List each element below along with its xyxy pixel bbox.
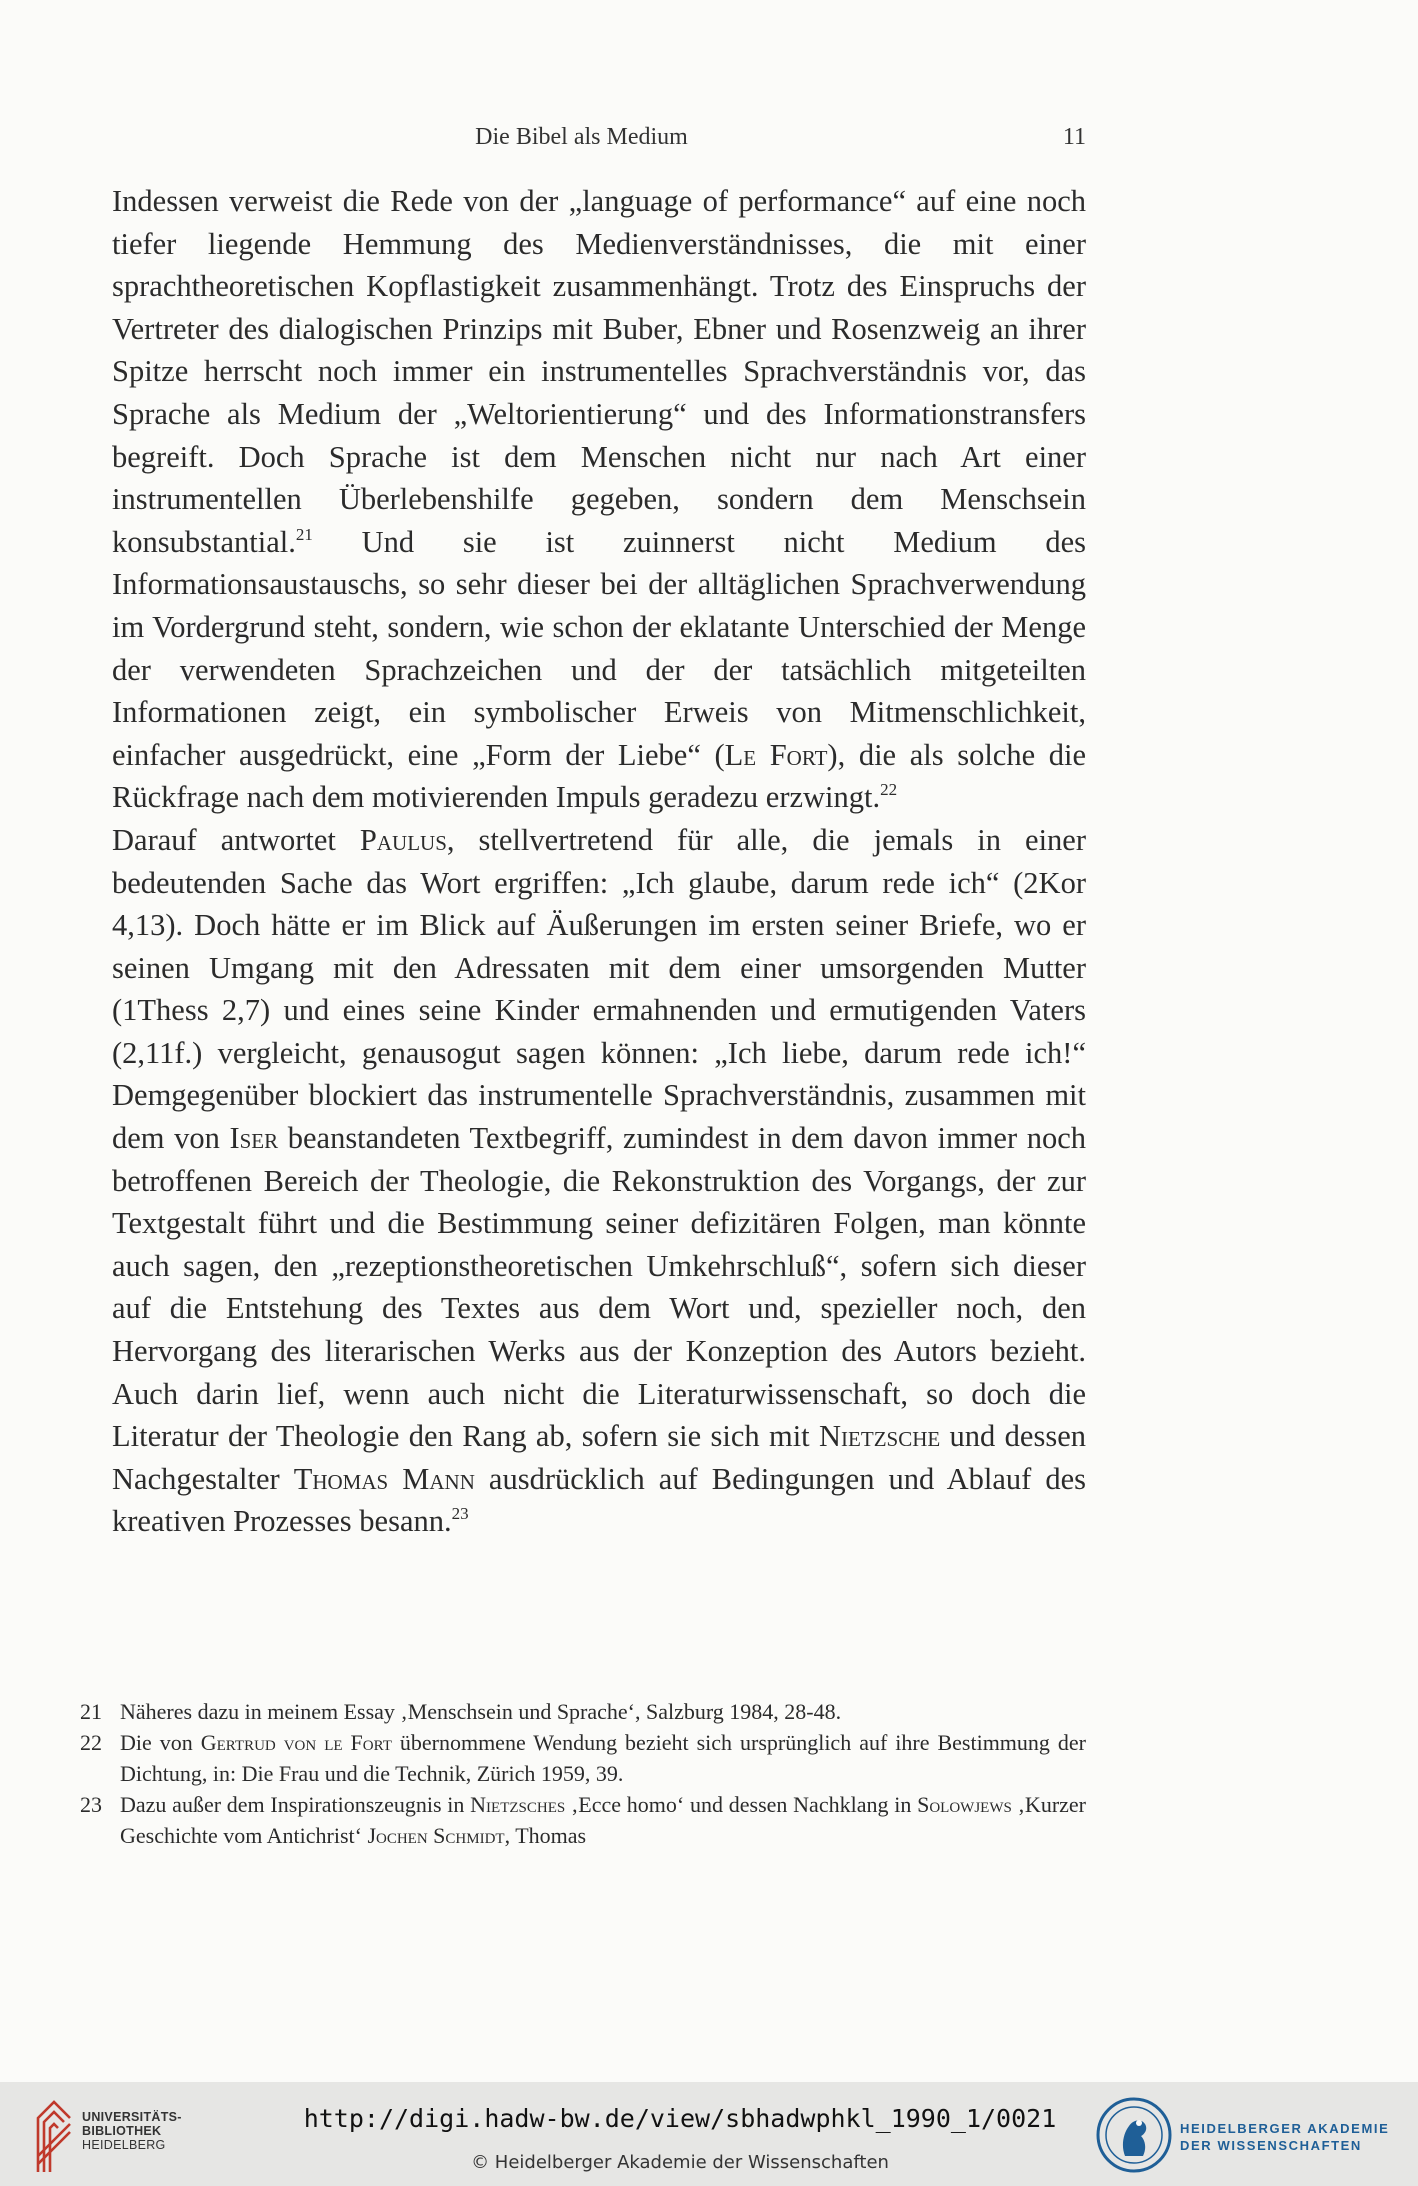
text-run: ‚Ecce homo‘ und dessen Nachklang in bbox=[565, 1792, 918, 1817]
footnotes bbox=[80, 1696, 1086, 1851]
text-run: , stellvertretend für alle, die jemals in einer bedeutenden Sache das Wort ergriffen: „Ich glaube, darum rede ich“ (2Kor 4,13). Doch hätte er im Blick auf Äußerungen im ersten seiner Briefe, wo er seinen Umgang mit den Adressaten mit dem einer umsorgenden Mutter (1Thess 2,7) und eines seine Kinder ermahnenden und ermutigenden Vaters (2,11f.) vergleicht, genausogut sagen können: „Ich liebe, darum rede ich!“ Demgegenüber blockiert das instrumentelle Sprachverständnis, zusammen mit dem von bbox=[112, 822, 1087, 1156]
copyright-notice: © Heidelberger Akademie der Wissenschaften bbox=[471, 2152, 889, 2173]
text-run: ‚Kurzer Geschichte vom Antichrist‘ bbox=[120, 1792, 1087, 1848]
text-run: Darauf antwortet bbox=[112, 822, 360, 857]
footnote-21 bbox=[80, 1696, 1086, 1727]
author-name: Jochen Schmidt bbox=[367, 1823, 505, 1848]
library-name-line: UNIVERSITÄTS- bbox=[82, 2110, 182, 2124]
page-number: 11 bbox=[1062, 124, 1086, 150]
text-run: beanstandeten Textbegriff, zumindest in dem davon immer noch betroffenen Bereich der Theologie, die Rekonstruktion des Vorgangs, der zur Textgestalt führt und die Bestimmung seiner defizitären Folgen, man könnte auch sagen, den „rezeptionstheoretischen Umkehrschluß“, sofern sich dieser auf die Entstehung des Textes aus dem Wort und, spezieller noch, den Hervorgang des literarischen Werks aus der Konzeption des Autors bezieht. Auch darin lief, wenn auch nicht die Literaturwissenschaft, so doch die Literatur der Theologie den Rang ab, sofern sie sich mit bbox=[112, 1121, 1087, 1454]
author-name: Nietzsche bbox=[819, 1419, 941, 1454]
academy-name-line: HEIDELBERGER AKADEMIE bbox=[1180, 2121, 1390, 2136]
academy-seal-icon bbox=[1095, 2096, 1173, 2174]
author-name: Nietzsches bbox=[470, 1792, 566, 1817]
library-name-line: HEIDELBERG bbox=[82, 2138, 166, 2152]
permalink-url[interactable]: http://digi.hadw-bw.de/view/sbhadwphkl_1990_1/0021 bbox=[303, 2104, 1057, 2133]
text-run: , Thomas bbox=[504, 1823, 587, 1848]
paragraph-2 bbox=[112, 819, 1086, 1543]
academy-name-line: DER WISSENSCHAFTEN bbox=[1180, 2138, 1362, 2153]
text-run: und dessen Nachgestalter bbox=[112, 1419, 1086, 1496]
author-name: Paulus bbox=[359, 822, 447, 857]
author-name: Le Fort bbox=[724, 737, 828, 772]
footnote-number: 21 bbox=[80, 1699, 102, 1724]
text-run: übernommene Wendung bezieht sich ursprünglich auf ihre Bestimmung der Dichtung, in: Die Frau und die Technik, Zürich 1959, 39. bbox=[120, 1730, 1086, 1786]
library-name-line: BIBLIOTHEK bbox=[82, 2124, 162, 2138]
author-name: Thomas Mann bbox=[293, 1461, 475, 1496]
paragraph-1 bbox=[112, 180, 1086, 819]
footnote-23 bbox=[80, 1789, 1086, 1851]
footnote-number: 23 bbox=[80, 1792, 102, 1817]
text-run: Und sie ist zuinnerst nicht Medium des Informationsaustauschs, so sehr dieser bei der alltäglichen Sprachverwendung im Vordergrund steht, sondern, wie schon der eklatante Unterschied der Menge der verwendeten Sprachzeichen und der der tatsächlich mitgeteilten Informationen zeigt, ein symbolischer Erweis von Mitmenschlichkeit, einfacher ausgedrückt, eine „Form der Liebe“ ( bbox=[112, 524, 1086, 772]
footnote-text bbox=[120, 1789, 1086, 1851]
university-library-name bbox=[82, 2110, 182, 2152]
author-name: Gertrud von le Fort bbox=[200, 1730, 392, 1755]
running-title: Die Bibel als Medium bbox=[475, 124, 688, 150]
footnote-text: Näheres dazu in meinem Essay ‚Menschsein und Sprache‘, Salzburg 1984, 28-48. bbox=[120, 1699, 842, 1724]
footnote-22 bbox=[80, 1727, 1086, 1789]
author-name: Solowjews bbox=[917, 1792, 1012, 1817]
body-text bbox=[112, 180, 1086, 1543]
text-run: Dazu außer dem Inspirationszeugnis in bbox=[120, 1792, 471, 1817]
footnote-number: 22 bbox=[80, 1730, 102, 1755]
footnote-ref-23[interactable]: 23 bbox=[451, 1504, 469, 1524]
text-run: Die von bbox=[120, 1730, 201, 1755]
university-library-logo-icon bbox=[34, 2098, 74, 2174]
footer-bar bbox=[0, 2082, 1418, 2186]
text-run: ausdrücklich auf Bedingungen und Ablauf des kreativen Prozesses besann. bbox=[112, 1461, 1086, 1539]
author-name: Iser bbox=[229, 1121, 279, 1156]
footnote-text bbox=[120, 1727, 1086, 1789]
footnote-ref-21[interactable]: 21 bbox=[295, 524, 313, 544]
footnote-ref-22[interactable]: 22 bbox=[880, 780, 898, 800]
academy-name bbox=[1180, 2120, 1389, 2154]
text-run: Indessen verweist die Rede von der „language of performance“ auf eine noch tiefer liegende Hemmung des Medienverständnisses, die mit einer sprachtheoretischen Kopflastigkeit zusammenhängt. Trotz des Einspruchs der Vertreter des dialogischen Prinzips mit Buber, Ebner und Rosenzweig an ihrer Spitze herrscht noch immer ein instrumentelles Sprachverständnis vor, das Sprache als Medium der „Weltorientierung“ und des Informationstransfers begreift. Doch Sprache ist dem Menschen nicht nur nach Art einer instrumentellen Überlebenshilfe gegeben, sondern dem Menschsein konsubstantial. bbox=[112, 184, 1086, 559]
text-run: ), die als solche die Rückfrage nach dem motivierenden Impuls geradezu erzwingt. bbox=[112, 737, 1086, 815]
